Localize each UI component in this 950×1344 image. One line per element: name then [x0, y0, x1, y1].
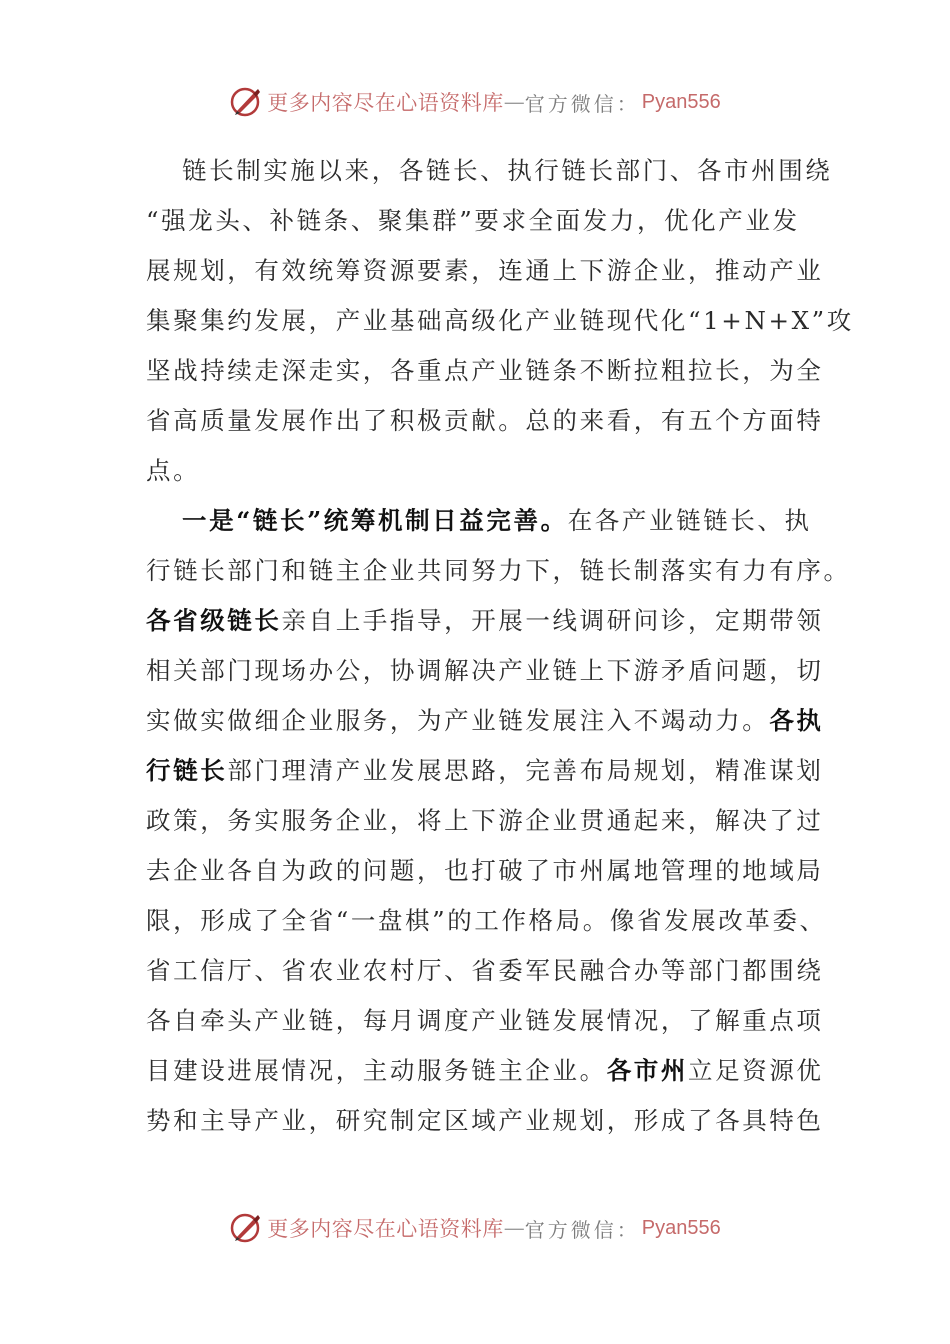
text-line: 政策，务实服务企业，将上下游企业贯通起来，解决了过: [146, 806, 824, 835]
pen-logo-icon: [229, 1211, 263, 1245]
bold-term: 各市州: [606, 1056, 689, 1085]
text-line: 去企业各自为政的问题，也打破了市州属地管理的地域局: [146, 856, 824, 885]
text-line: 省工信厅、省农业农村厅、省委军民融合办等部门都围绕: [146, 956, 824, 985]
banner-label: 官方微信：: [524, 1217, 640, 1242]
banner-wechat-id: Pyan556: [641, 1216, 721, 1239]
bold-term: 各执: [769, 706, 824, 735]
text-line: 各自牵头产业链，每月调度产业链发展情况，了解重点项: [146, 1006, 824, 1035]
text-line: 省高质量发展作出了积极贡献。总的来看，有五个方面特: [146, 406, 824, 435]
text-line: 行链长部门和链主企业共同努力下，链长制落实有力有序。: [146, 556, 851, 585]
text-line: 限，形成了全省“一盘棋”的工作格局。像省发展改革委、: [146, 906, 827, 935]
text-run: 亲自上手指导，开展一线调研问诊，定期带领: [281, 606, 824, 635]
text-line: “强龙头、补链条、聚集群”要求全面发力，优化产业发: [146, 206, 800, 235]
footer-banner: [0, 1208, 950, 1248]
text-line: 展规划，有效统筹资源要素，连通上下游企业，推动产业: [146, 256, 824, 285]
text-line: 集聚集约发展，产业基础高级化产业链现代化“1+N+X”攻: [146, 306, 854, 335]
bold-term: 各省级链长: [146, 606, 282, 635]
banner-dash: —: [503, 90, 525, 114]
banner-wechat-id: Pyan556: [641, 90, 721, 113]
banner-prefix: 更多内容尽在心语资料库: [267, 91, 504, 115]
banner-prefix: 更多内容尽在心语资料库: [267, 1217, 504, 1241]
text-line: [146, 596, 824, 646]
text-line: [146, 496, 812, 546]
bold-term: 行链长: [146, 756, 228, 785]
document-body: [146, 146, 854, 1146]
header-banner: [0, 82, 950, 122]
paragraph-2: [146, 496, 851, 1146]
pen-logo-icon: [229, 85, 263, 119]
bold-heading: 一是“链长”统筹机制日益完善。: [182, 506, 568, 535]
text-line: 相关部门现场办公，协调解决产业链上下游矛盾问题，切: [146, 656, 824, 685]
text-run: 目建设进展情况，主动服务链主企业。: [146, 1056, 607, 1085]
text-run: 实做实做细企业服务，为产业链发展注入不竭动力。: [146, 706, 770, 735]
text-line: [146, 696, 824, 746]
text-run: 在各产业链链长、执: [567, 506, 812, 535]
text-line: [146, 1046, 824, 1096]
banner-dash: —: [503, 1216, 525, 1240]
banner-label: 官方微信：: [524, 91, 640, 116]
text-line: [146, 746, 824, 796]
text-line: 链长制实施以来，各链长、执行链长部门、各市州围绕: [182, 156, 833, 185]
text-run: 部门理清产业发展思路，完善布局规划，精准谋划: [227, 756, 824, 785]
text-line: 势和主导产业，研究制定区域产业规划，形成了各具特色: [146, 1106, 824, 1135]
paragraph-1: [146, 146, 854, 496]
text-line: 点。: [146, 456, 201, 485]
text-run: 立足资源优: [688, 1056, 824, 1085]
text-line: 坚战持续走深走实，各重点产业链条不断拉粗拉长，为全: [146, 356, 824, 385]
